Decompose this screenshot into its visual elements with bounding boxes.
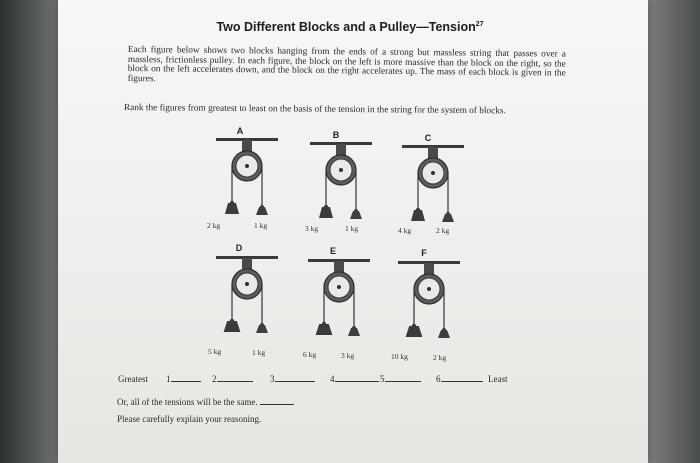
right-block-hook: [442, 328, 446, 332]
pulley-figure-a: [216, 138, 282, 224]
right-block-hook: [260, 323, 264, 327]
rank-slot-4[interactable]: 4: [330, 374, 335, 384]
right-block-hook: [446, 212, 450, 216]
rank-slot-1[interactable]: 1: [166, 374, 171, 384]
figure-f-left-mass: 10 kg: [391, 352, 408, 361]
left-block-hook: [230, 319, 234, 323]
right-block-hook: [354, 209, 358, 213]
pulley-figure-e: [308, 259, 374, 345]
left-block-hook: [322, 322, 326, 326]
worksheet-title: Two Different Blocks and a Pulley—Tension$^{27}$: [216, 20, 484, 34]
explain-prompt: Please carefully explain your reasoning.: [117, 414, 262, 424]
left-block-hook: [412, 324, 416, 328]
rank-slot-6[interactable]: 6: [436, 374, 441, 384]
figure-e-left-mass: 6 kg: [303, 350, 317, 359]
figure-c-right-mass: 2 kg: [436, 226, 450, 235]
pulley-axle: [245, 164, 249, 168]
figure-d-right-mass: 1 kg: [252, 348, 266, 357]
pulley-axle: [431, 171, 435, 175]
figure-a-right-mass: 1 kg: [254, 221, 268, 230]
pulley-figure-b: [310, 142, 376, 228]
intro-paragraph: Each figure below shows two blocks hanging from the ends of a strong but massless string that passes over a massless, frictionless pulley. In each figure, the block on the left is more massive than the block on the right, so the block on the left accelerates down, and the block on the right accelerates up. The mass of each block is given in the figures.: [127, 45, 566, 84]
background-right: [648, 0, 700, 463]
pulley-axle: [245, 282, 249, 286]
figure-b-right-mass: 1 kg: [345, 224, 359, 233]
all-same-option[interactable]: Or, all of the tensions will be the same.: [117, 397, 294, 407]
figure-f-label: F: [421, 248, 427, 258]
figure-b-label: B: [332, 130, 340, 140]
pulley-axle: [337, 285, 341, 289]
ranking-row: [118, 374, 558, 388]
figure-e-right-mass: 3 kg: [341, 351, 355, 360]
figure-d-label: D: [235, 243, 243, 253]
pulley-figure-c: [402, 145, 468, 231]
pulley-axle: [427, 287, 431, 291]
background-left: [0, 0, 58, 463]
figure-d-left-mass: 5 kg: [208, 347, 222, 356]
pulley-axle: [339, 168, 343, 172]
right-block-hook: [260, 205, 264, 209]
left-block-hook: [416, 208, 420, 212]
figure-e-label: E: [329, 246, 336, 256]
figure-f-right-mass: 2 kg: [433, 353, 447, 362]
figure-a-label: A: [236, 126, 244, 136]
figure-c-label: C: [424, 133, 432, 143]
figure-b-left-mass: 3 kg: [305, 224, 319, 233]
rank-slot-3[interactable]: 3: [270, 374, 275, 384]
rank-slot-2[interactable]: 2: [212, 374, 217, 384]
instruction-paragraph: Rank the figures from greatest to least on the basis of the tension in the string for the system of blocks.: [123, 103, 506, 117]
right-block-hook: [352, 326, 356, 330]
title-footnote: 27: [475, 20, 484, 28]
figure-a-left-mass: 2 kg: [207, 221, 221, 230]
left-block-hook: [230, 201, 234, 205]
rank-slot-5[interactable]: 5: [380, 374, 385, 384]
pulley-figure-d: [216, 256, 282, 342]
figure-c-left-mass: 4 kg: [398, 226, 412, 235]
pulley-figure-f: [398, 261, 464, 347]
greatest-label: Greatest: [118, 374, 148, 384]
left-block-hook: [324, 205, 328, 209]
least-label: Least: [488, 374, 508, 384]
